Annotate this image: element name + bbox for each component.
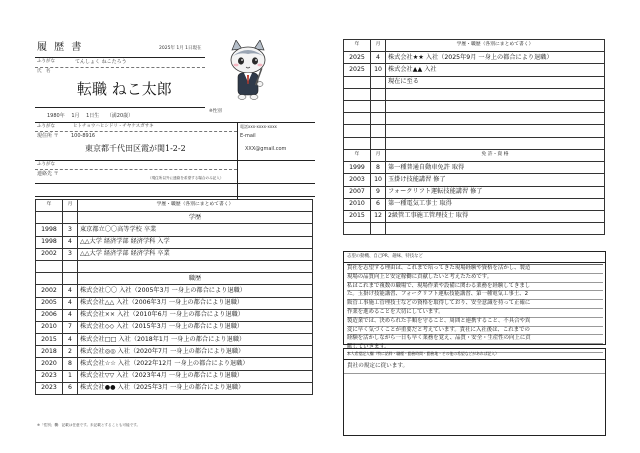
work-year: 2025 (344, 64, 371, 76)
table-row (344, 113, 605, 125)
table-row (36, 370, 313, 382)
table-row (344, 100, 605, 112)
work-month: 10 (371, 64, 386, 76)
seal-label: ※性別 (209, 109, 222, 114)
email-value: XXX@gmail.com (245, 146, 287, 152)
date-line: 2025年 1月 1日現在 (159, 46, 202, 51)
education-entry: △△大学 経済学部 経済学科 入学 (78, 236, 313, 248)
header-year: 年 (36, 200, 63, 212)
header-month: 月 (63, 200, 78, 212)
license-year: 2003 (344, 174, 371, 186)
motivation-text (347, 264, 603, 353)
motivation-label: 志望の動機、自己PR、趣味、特技など (347, 254, 423, 259)
work-year: 2005 (36, 297, 63, 309)
license-year: 2010 (344, 198, 371, 210)
motivation-line: 変に早く気づくことが重要だと考えています。貴社に入社後は、これまでの (347, 327, 603, 336)
work-year: 2002 (36, 285, 63, 297)
education-month: 3 (63, 248, 78, 260)
work-entry: 株式会社△△ 入社（2006年3月 一身上の都合により退職） (78, 297, 313, 309)
table-row (344, 125, 605, 137)
work-entry: 株式会社☆☆ 入社（2022年12月 一身上の都合により退職） (78, 358, 313, 370)
motivation-line: た。玉掛け技能講習、フォークリフト運転技能講習、第一種電気工事士、2 (347, 291, 603, 300)
birth-line: 1980年 1月 1日生 （満20歳） (47, 113, 134, 119)
table-row (344, 64, 605, 76)
table-row (344, 174, 605, 186)
license-year: 1999 (344, 162, 371, 174)
education-work-history-table (35, 199, 313, 395)
motivation-line: 私はこれまで複数の職場で、現場作業や設備に関わる業務を経験してきまし (347, 283, 603, 292)
education-year: 1998 (36, 236, 63, 248)
license-entry: 第一種電気工事士 取得 (386, 198, 605, 210)
motivation-line: 経験を活かしながら一日も早く業務を覚え、品質・安全・生産性の向上に貢 (347, 335, 603, 344)
personal-request-text: 貴社の規定に従います。 (347, 363, 409, 369)
table-row (36, 260, 313, 272)
header-year: 年 (344, 40, 371, 52)
work-entry: 株式会社〇〇 入社（2005年3月 一身上の都合により退職） (78, 285, 313, 297)
education-entry: △△大学 経済学部 経済学科 卒業 (78, 248, 313, 260)
header-year: 年 (344, 150, 371, 162)
work-month: 1 (63, 370, 78, 382)
table-row (344, 137, 605, 149)
motivation-line: 現場の品質向上と安定稼働に貢献したいと考えたためです。 (347, 274, 603, 283)
work-year: 2020 (36, 358, 63, 370)
furigana-label: ふりがな (37, 59, 55, 64)
table-row (36, 309, 313, 321)
license-entry: 2級管工事施工管理技士 取得 (386, 210, 605, 222)
motivation-line: 製造業では、決められた手順を守ること、周囲と連携すること、不具合や異 (347, 318, 603, 327)
license-entry: フォークリフト運転技能講習 修了 (386, 186, 605, 198)
history-header-row (344, 40, 605, 52)
work-entry: 株式会社▽▽ 入社（2023年4月 一身上の都合により退職） (78, 370, 313, 382)
table-row (36, 248, 313, 260)
work-year: 2018 (36, 346, 63, 358)
table-row (36, 285, 313, 297)
table-row (344, 198, 605, 210)
email-label: E-mail (240, 133, 256, 139)
table-row (344, 162, 605, 174)
work-entry: 株式会社×× 入社（2010年6月 一身上の都合により退職） (78, 309, 313, 321)
motivation-box (343, 251, 606, 351)
history-continued-table (343, 39, 605, 150)
work-year: 2006 (36, 309, 63, 321)
education-section-label: 学歴 (78, 212, 313, 224)
work-year: 2015 (36, 334, 63, 346)
work-month: 4 (63, 309, 78, 321)
work-month: 4 (371, 52, 386, 64)
work-month: 4 (63, 285, 78, 297)
work-entry: 株式会社●● 入社（2025年3月 一身上の都合により退職） (78, 382, 313, 394)
work-entry: 株式会社◎◎ 入社（2020年7月 一身上の都合により退職） (78, 346, 313, 358)
header-month: 月 (371, 40, 386, 52)
work-year: 2010 (36, 321, 63, 333)
work-section-label: 職歴 (78, 273, 313, 285)
education-year: 1998 (36, 224, 63, 236)
work-year: 2025 (344, 52, 371, 64)
work-entry: 現在に至る (386, 76, 605, 88)
license-month: 10 (371, 174, 386, 186)
table-row (36, 346, 313, 358)
address-furigana-label: ふりがな (37, 124, 55, 129)
table-row (36, 297, 313, 309)
motivation-line: 献していきます。 (347, 344, 603, 353)
contact-furigana-label: ふりがな (37, 162, 55, 167)
work-entry: 株式会社◇◇ 入社（2015年3月 一身上の都合により退職） (78, 321, 313, 333)
education-month: 4 (63, 236, 78, 248)
table-row (36, 334, 313, 346)
table-row (36, 273, 313, 285)
work-month: 7 (63, 321, 78, 333)
table-row (36, 212, 313, 224)
table-row (344, 76, 605, 88)
header-license: 免 許・資 格 (386, 150, 605, 162)
table-row (36, 224, 313, 236)
motivation-line: 貴社を志望する理由は、これまで培ってきた現場経験や資格を活かし、製造 (347, 264, 603, 274)
education-year: 2002 (36, 248, 63, 260)
license-header-row (344, 150, 605, 162)
work-year: 2023 (36, 382, 63, 394)
work-month: 4 (63, 297, 78, 309)
document-title: 履 歴 書 (37, 42, 84, 53)
contact-address-label: 連絡先 〒 (37, 171, 59, 177)
work-month: 2 (63, 346, 78, 358)
current-address-label: 現住所 〒 (37, 133, 59, 139)
license-month: 9 (371, 186, 386, 198)
license-month: 12 (371, 210, 386, 222)
work-entry: 株式会社★★ 入社（2025年9月 一身上の都合により退職） (386, 52, 605, 64)
work-year: 2023 (36, 370, 63, 382)
table-row (344, 88, 605, 100)
personal-request-label: 本人希望記入欄（特に給料・職種・勤務時間・勤務地・その他の希望などがあれば記入） (347, 351, 499, 356)
current-address: 東京都千代田区霞が関1-2-2 (85, 144, 186, 153)
table-row (344, 52, 605, 64)
table-row (36, 321, 313, 333)
history-header-row (36, 200, 313, 212)
table-row (36, 236, 313, 248)
license-entry: 玉掛け技能講習 修了 (386, 174, 605, 186)
license-year: 2007 (344, 186, 371, 198)
table-row (36, 382, 313, 394)
header-month: 月 (371, 150, 386, 162)
name-furigana: てんしょく ねこたろう (75, 59, 127, 65)
resume-right-page (343, 38, 605, 438)
license-table (343, 149, 605, 235)
footnote: ※「性別」欄：記載は任意です。未記載とすることも可能です。 (37, 423, 141, 427)
work-month: 8 (63, 358, 78, 370)
header-history: 学歴・職歴（各別にまとめて書く） (386, 40, 605, 52)
education-entry: 東京都立〇〇高等学校 卒業 (78, 224, 313, 236)
motivation-line: 級管工事施工管理技士などの資格を取得しており、安全意識を持って正確に (347, 300, 603, 309)
work-month: 6 (63, 382, 78, 394)
postal-code: 100-8916 (71, 133, 96, 139)
work-entry: 株式会社▲▲ 入社 (386, 64, 605, 76)
resume-left-page (33, 38, 315, 438)
table-row (344, 186, 605, 198)
table-row (36, 358, 313, 370)
work-entry: 株式会社□□ 入社（2018年1月 一身上の都合により退職） (78, 334, 313, 346)
license-month: 8 (371, 162, 386, 174)
license-month: 6 (371, 198, 386, 210)
phone-label: 電話xxx-xxxx-xxxx (240, 124, 277, 129)
table-row (344, 223, 605, 235)
contact-note: （現住所以外に連絡を希望する場合のみ記入） (148, 176, 224, 180)
motivation-line: 作業を進めることを大切にしています。 (347, 309, 603, 318)
applicant-name: 転職 ねこ太郎 (77, 80, 172, 98)
personal-request-box (343, 348, 606, 436)
address-furigana: ヒトチョウハヒシドリ・チヤケスガサキ (73, 124, 154, 129)
table-row (344, 210, 605, 222)
education-month: 3 (63, 224, 78, 236)
name-label: 氏 名 (37, 69, 51, 74)
license-entry: 第一種普通自動車免許 取得 (386, 162, 605, 174)
work-month: 4 (63, 334, 78, 346)
license-year: 2015 (344, 210, 371, 222)
photo-cat-illustration (220, 40, 276, 103)
header-history: 学歴・職歴（各別にまとめて書く） (78, 200, 313, 212)
